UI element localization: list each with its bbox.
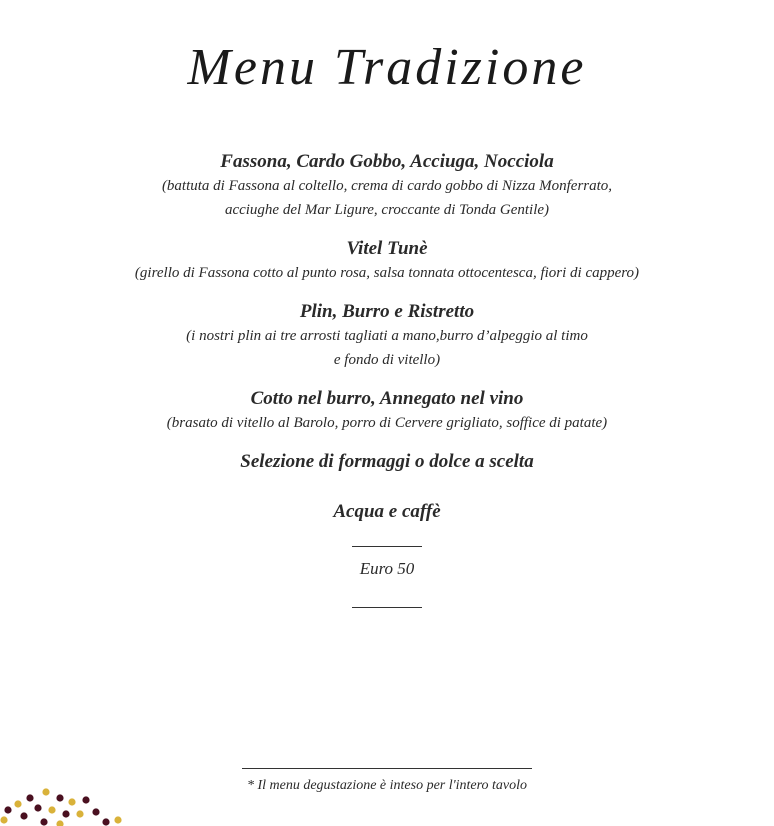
decorative-dot	[4, 806, 11, 813]
dish-item	[0, 300, 774, 372]
dish-description: e fondo di vitello)	[333, 352, 441, 368]
dish-item	[0, 150, 774, 222]
title-text: Menu Tradizione	[187, 39, 587, 96]
dish-name: Cotto nel burro, Annegato nel vino	[250, 388, 524, 409]
dish-description: (brasato di vitello al Barolo, porro di Cervere grigliato, soffice di patate)	[166, 415, 608, 431]
dish-name: Acqua e caffè	[333, 501, 441, 522]
decorative-dot	[68, 798, 75, 805]
decorative-dot	[14, 800, 21, 807]
dish-item	[0, 450, 774, 474]
decorative-dot	[76, 810, 83, 817]
decorative-dot	[62, 810, 69, 817]
dish-name: Fassona, Cardo Gobbo, Acciuga, Nocciola	[220, 151, 554, 172]
dish-description: (i nostri plin ai tre arrosti tagliati a mano,burro d’alpeggio al timo	[186, 328, 588, 344]
decorative-dot	[56, 820, 63, 826]
decorative-dot	[20, 812, 27, 819]
decorative-dot	[34, 804, 41, 811]
decorative-dot	[92, 808, 99, 815]
decorative-dots	[0, 780, 130, 826]
decorative-dot	[102, 818, 109, 825]
price-divider-bottom	[352, 607, 422, 608]
price-divider-top	[352, 546, 422, 547]
dish-description: (girello di Fassona cotto al punto rosa, salsa tonnata ottocentesca, fiori di cappero)	[134, 265, 640, 281]
decorative-dot	[26, 794, 33, 801]
decorative-dot	[56, 794, 63, 801]
dish-description: acciughe del Mar Ligure, croccante di Tonda Gentile)	[224, 202, 550, 218]
menu-title	[0, 18, 774, 118]
decorative-dot	[0, 816, 7, 823]
dish-name: Vitel Tunè	[346, 238, 428, 259]
decorative-dot	[82, 796, 89, 803]
decorative-dot	[48, 806, 55, 813]
decorative-dot	[40, 818, 47, 825]
dish-item	[0, 387, 774, 435]
dish-item	[0, 237, 774, 285]
dish-name: Plin, Burro e Ristretto	[299, 301, 475, 322]
title-script	[0, 18, 774, 118]
decorative-dot	[42, 788, 49, 795]
dish-name: Selezione di formaggi o dolce a scelta	[240, 451, 534, 472]
decorative-dot	[114, 816, 121, 823]
price: Euro 50	[359, 559, 415, 578]
dish-item	[0, 500, 774, 524]
footer-divider	[242, 768, 532, 769]
footnote: * Il menu degustazione è inteso per l'intero tavolo	[246, 778, 528, 793]
menu-list	[0, 150, 774, 608]
dish-description: (battuta di Fassona al coltello, crema di cardo gobbo di Nizza Monferrato,	[161, 178, 613, 194]
